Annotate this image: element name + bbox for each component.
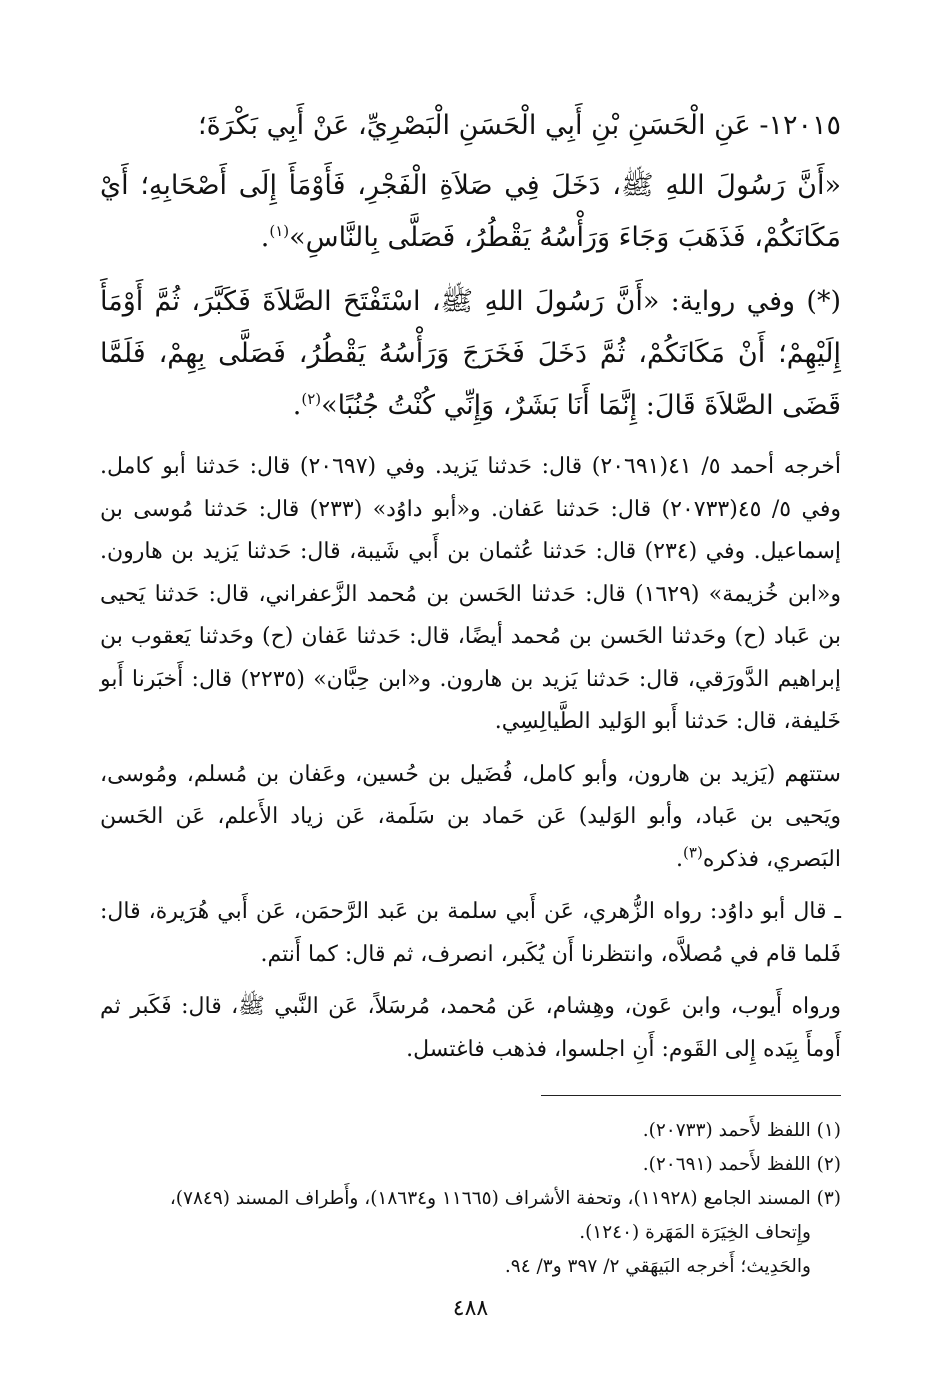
footnote-3-hadith-note: والحَدِيث؛ أَخرجه البَيهَقي ٢/ ٣٩٧ و٣/ ٩٤.: [504, 1256, 811, 1277]
footnote-ref-2: (٢): [301, 390, 322, 408]
alternate-narration: (*) وفي رواية: «أَنَّ رَسُولَ اللهِ ﷺ، اسْتَفْتَحَ الصَّلاَةَ فَكَبَّرَ، ثُمَّ أَوْمَأَ إِلَيْهِمْ؛ أَنْ مَكَانَكُمْ، ثُمَّ دَخَلَ فَخَرَجَ وَرَأْسُهُ يَقْطُرُ، فَصَلَّى بِهِمْ، فَلَمَّا قَضَى الصَّلاَةَ قَالَ: إِنَّمَا أَنَا بَشَرٌ، وَإِنِّي كُنْتُ جُنُبًا»$^{(٢)}$.: [100, 286, 841, 421]
chain-summary-paragraph: [100, 754, 841, 882]
abu-dawud-text: ـ قال أبو داوُد: رواه الزُّهري، عَن أَبي سلمة بن عَبد الرَّحمَن، عَن أَبي هُرَيرة، قال: فَلما قام في مُصلاَّه، وانتظرنا أَن يُكَبر، انصرف، ثم قال: كما أَنتم.: [100, 899, 841, 967]
footnote-divider: [541, 1095, 841, 1096]
footnote-ref-3: (٣): [683, 843, 703, 862]
footnote-3-continued: وإِتحاف الخِيَرَة المَهَرة (١٢٤٠).: [579, 1222, 811, 1243]
chain-summary-end: .: [676, 846, 684, 872]
riwaya-text: (*) وفي رواية: «أَنَّ رَسُولَ اللهِ ﷺ، اسْتَفْتَحَ الصَّلاَةَ فَكَبَّرَ، ثُمَّ أَوْمَأَ إِلَيْهِمْ؛ أَنْ مَكَانَكُمْ، ثُمَّ دَخَلَ فَخَرَجَ وَرَأْسُهُ يَقْطُرُ، فَصَلَّى بِهِمْ، فَلَمَّا قَضَى الصَّلاَةَ قَالَ: إِنَّمَا أَنَا بَشَرٌ، وَإِنِّي كُنْتُ جُنُبًا»: [100, 286, 841, 421]
hadith-heading-text: ١٢٠١٥- عَنِ الْحَسَنِ بْنِ أَبِي الْحَسَنِ الْبَصْرِيِّ، عَنْ أَبِي بَكْرَةَ؛: [198, 110, 841, 141]
hadith-heading: [100, 100, 841, 152]
footnote-3: (٣) المسند الجامع (١١٩٢٨)، وتحفة الأشراف (١١٦٦٥ و١٨٦٣٤)، وأَطراف المسند (٧٨٤٩)،: [169, 1188, 841, 1209]
mursal-note: [100, 986, 841, 1071]
footnote-2: (٢) اللفظ لأَحمد (٢٠٦٩١).: [642, 1154, 841, 1175]
abu-dawud-note: [100, 891, 841, 976]
page-number: ٤٨٨: [452, 1296, 489, 1321]
chain-summary-text: ستتهم (يَزيد بن هارون، وأبو كامل، فُضَيل بن حُسين، وعَفان بن مُسلم، ومُوسى، ويَحيى بن عَباد، وأبو الوَليد) عَن حَماد بن سَلَمة، عَن زياد الأَعلم، عَن الحَسن البَصري، فذكره: [100, 761, 841, 872]
footnote-ref-1: (١): [269, 222, 290, 240]
footnote-1: (١) اللفظ لأَحمد (٢٠٧٣٣).: [642, 1120, 841, 1141]
mursal-text: ورواه أَيوب، وابن عَون، وهِشام، عَن مُحمد، مُرسَلاً، عَن النَّبي ﷺ، قال: فَكَبر ثم أَومأَ بِيَده إِلى القَوم: أَنِ اجلسوا، فذهب فاغتسل.: [100, 994, 841, 1062]
takhrij-text: أخرجه أحمد ٥/ ٤١(٢٠٦٩١) قال: حَدثنا يَزيد. وفي (٢٠٦٩٧) قال: حَدثنا أبو كامل. وفي ٥/ ٤٥(٢٠٧٣٣) قال: حَدثنا عَفان. و«أبو داوُد» (٢٣٣) قال: حَدثنا مُوسى بن إسماعيل. وفي (٢٣٤) قال: حَدثنا عُثمان بن أَبي شَيبة، قال: حَدثنا يَزيد بن هارون. و«ابن خُزيمة» (١٦٢٩) قال: حَدثنا الحَسن بن مُحمد الزَّعفراني، قال: حَدثنا يَحيى بن عَباد (ح) وحَدثنا الحَسن بن مُحمد أيضًا، قال: حَدثنا عَفان (ح) وحَدثنا يَعقوب بن إبراهيم الدَّورَقي، قال: حَدثنا يَزيد بن هارون. و«ابن حِبَّان» (٢٢٣٥) قال: أَخبَرنا أَبو خَليفة، قال: حَدثنا أَبو الوَليد الطَّيالِسِي.: [100, 454, 842, 734]
footnotes: [100, 1114, 841, 1284]
hadith-matn: «أَنَّ رَسُولَ اللهِ ﷺ، دَخَلَ فِي صَلاَةِ الْفَجْرِ، فَأَوْمَأَ إِلَى أَصْحَابِهِ؛ أَيْ مَكَانَكُمْ، فَذَهَبَ وَجَاءَ وَرَأْسُهُ يَقْطُرُ، فَصَلَّى بِالنَّاسِ»: [100, 170, 841, 253]
takhrij-paragraph: [100, 446, 841, 744]
hadith-text: «أَنَّ رَسُولَ اللهِ ﷺ، دَخَلَ فِي صَلاَةِ الْفَجْرِ، فَأَوْمَأَ إِلَى أَصْحَابِهِ؛ أَيْ مَكَانَكُمْ، فَذَهَبَ وَجَاءَ وَرَأْسُهُ يَقْطُرُ، فَصَلَّى بِالنَّاسِ»$^{(١)}$.: [100, 170, 841, 253]
